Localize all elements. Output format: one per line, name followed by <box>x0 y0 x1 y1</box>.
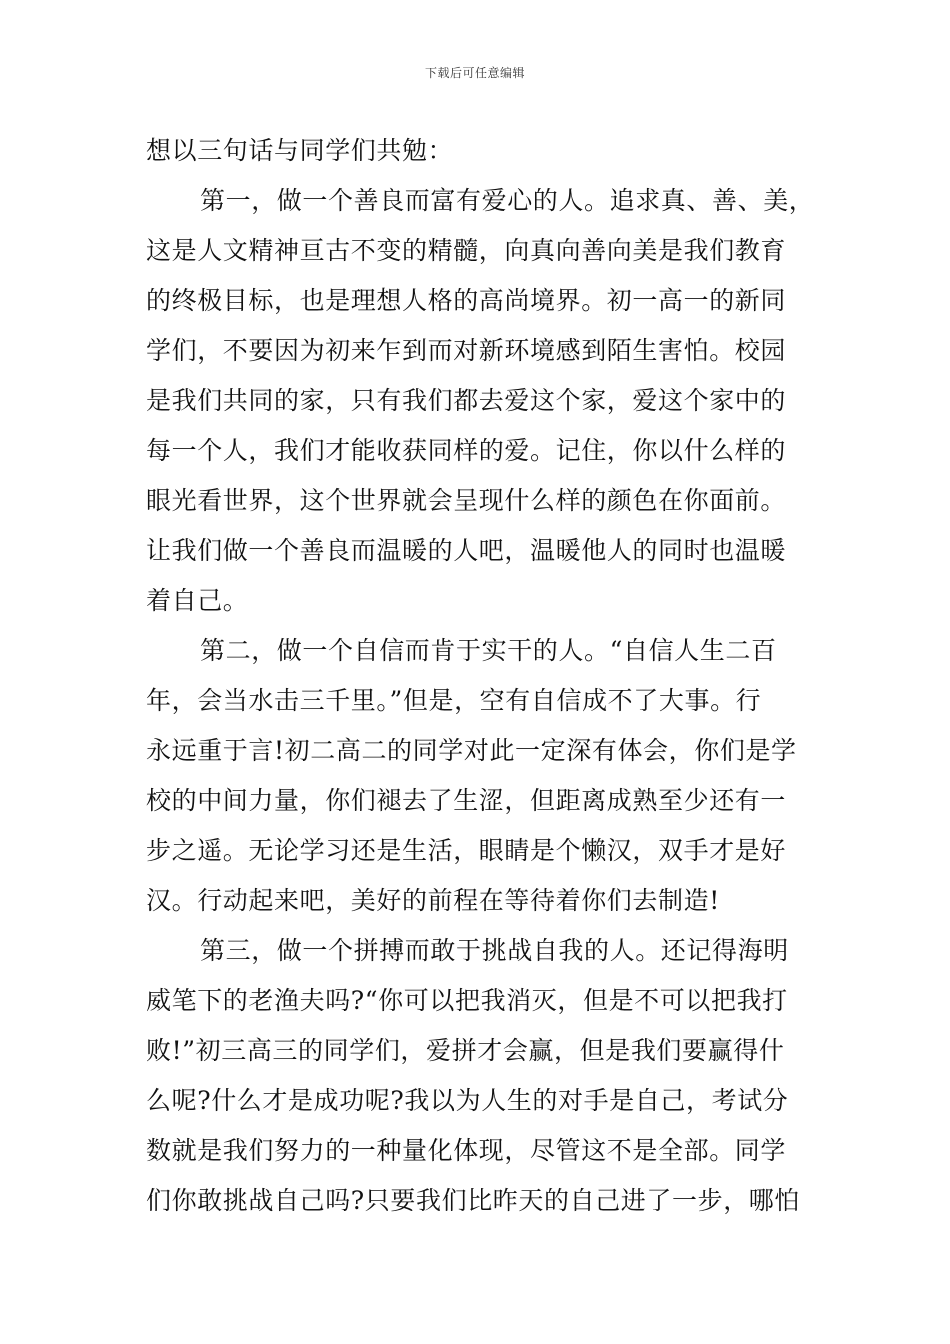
text-line: 每一个人，我们才能收获同样的爱。记住，你以什么样的 <box>146 436 787 465</box>
text-line: 么呢?什么才是成功呢?我以为人生的对手是自己，考试分 <box>146 1086 789 1115</box>
text-line: 步之遥。无论学习还是生活，眼睛是个懒汉，双手才是好 <box>146 836 787 865</box>
body-text <box>146 126 836 1226</box>
text-line: 想以三句话与同学们共勉： <box>146 136 454 165</box>
page-header: 下载后可任意编辑 <box>424 66 525 80</box>
text-line: 学们，不要因为初来乍到而对新环境感到陌生害怕。校园 <box>146 336 787 365</box>
paragraph-start-line: 第一，做一个善良而富有爱心的人。追求真、善、美， <box>200 186 815 215</box>
text-line: 校的中间力量，你们褪去了生涩，但距离成熟至少还有一 <box>146 786 787 815</box>
paragraph-start-line: 第二，做一个自信而肯于实干的人。“自信人生二百 <box>200 636 777 665</box>
paragraph-start-line: 第三，做一个拼搏而敢于挑战自我的人。还记得海明 <box>200 936 789 965</box>
text-line: 永远重于言!初二高二的同学对此一定深有体会，你们是学 <box>146 736 797 765</box>
text-line: 的终极目标，也是理想人格的高尚境界。初一高一的新同 <box>146 286 787 315</box>
text-line: 汉。行动起来吧，美好的前程在等待着你们去制造! <box>146 886 720 915</box>
text-line: 数就是我们努力的一种量化体现，尽管这不是全部。同学 <box>146 1136 787 1165</box>
text-line: 威笔下的老渔夫吗?“你可以把我消灭，但是不可以把我打 <box>146 986 788 1015</box>
text-line: 这是人文精神亘古不变的精髓，向真向善向美是我们教育 <box>146 236 787 265</box>
text-line: 眼光看世界，这个世界就会呈现什么样的颜色在你面前。 <box>146 486 787 515</box>
text-line: 着自己。 <box>146 586 249 615</box>
text-line: 们你敢挑战自己吗?只要我们比昨天的自己进了一步，哪怕 <box>146 1186 801 1215</box>
text-line: 败!”初三高三的同学们，爱拼才会赢，但是我们要赢得什 <box>146 1036 785 1065</box>
text-line: 年，会当水击三千里。”但是，空有自信成不了大事。行 <box>146 686 762 715</box>
text-line: 让我们做一个善良而温暖的人吧，温暖他人的同时也温暖 <box>146 536 787 565</box>
text-line: 是我们共同的家，只有我们都去爱这个家，爱这个家中的 <box>146 386 787 415</box>
